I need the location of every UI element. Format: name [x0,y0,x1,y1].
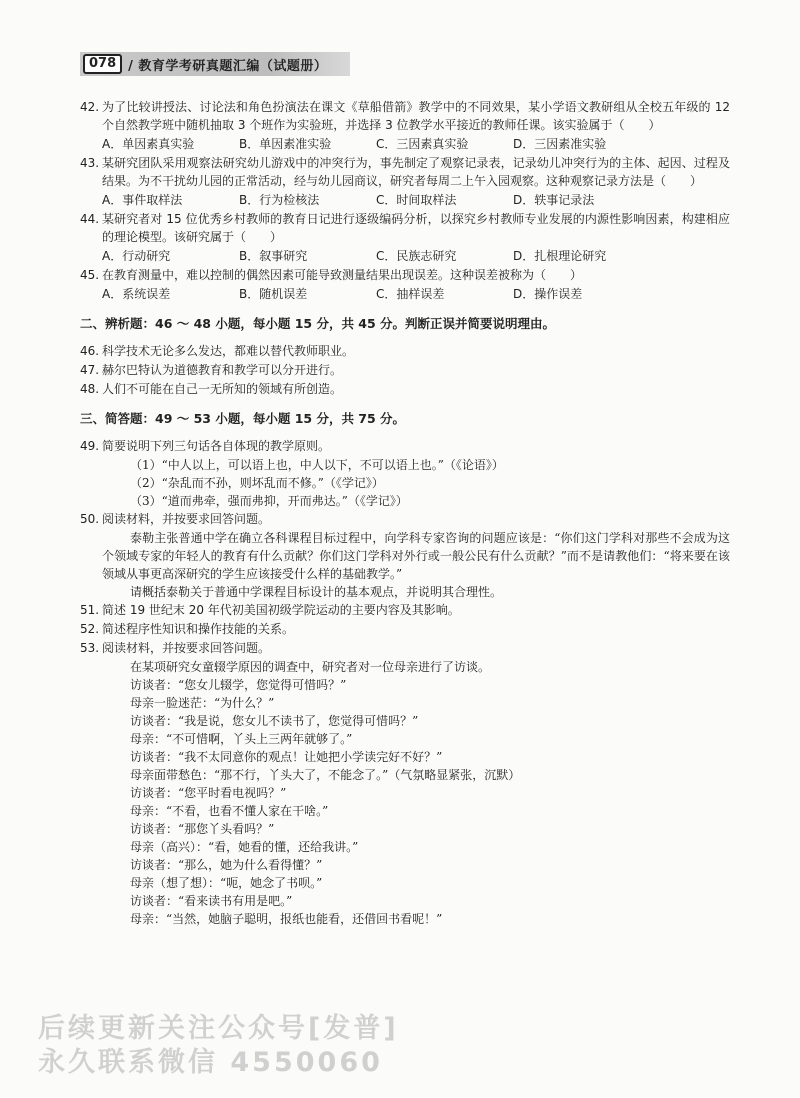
question-number: 52. [80,622,100,636]
dialogue-line: 母亲面带愁色：“那不行，丫头大了，不能念了。”（气氛略显紧张，沉默） [130,768,521,782]
question-51 [80,601,730,619]
question-48 [80,380,730,398]
question-43 [80,154,730,190]
question-number: 47. [80,363,100,377]
options-42 [80,135,730,153]
option-c: C．三因素真实验 [376,137,469,151]
question-number: 50. [80,512,100,526]
dialogue-line: 访谈者：“我是说，您女儿不读书了，您觉得可惜吗？” [130,714,419,728]
option-d: D．三因素准实验 [513,137,607,151]
watermark-line-2: 永久联系微信 4550060 [38,1047,383,1078]
section-heading-short-answer: 三、简答题：49 ～ 53 小题，每小题 15 分，共 75 分。 [80,411,406,426]
question-prompt: 请概括泰勒关于普通中学课程目标设计的基本观点，并说明其合理性。 [130,585,503,599]
options-43 [80,191,730,209]
dialogue-line: 访谈者：“我不太同意你的观点！让她把小学读完好不好？” [130,750,443,764]
question-text: 某研究者对 15 位优秀乡村教师的教育日记进行逐级编码分析，以探究乡村教师专业发展的内源性影响因素，构建相应的理论模型。该研究属于（ ） [102,212,730,244]
page-content [80,98,730,928]
question-text: 阅读材料，并按要求回答问题。 [102,641,271,655]
question-text: 人们不可能在自己一无所知的领域有所创造。 [102,382,343,396]
option-d: D．操作误差 [513,287,583,301]
question-52 [80,620,730,638]
header-title: / 教育学考研真题汇编（试题册） [128,58,328,74]
question-text: 为了比较讲授法、讨论法和角色扮演法在课文《草船借箭》教学中的不同效果，某小学语文教研组从全校五年级的 12 个自然教学班中随机抽取 3 个班作为实验班，并选择 3 位教学水平接近的教师任课。该实验属于（ ） [102,100,730,132]
interview-intro: 在某项研究女童辍学原因的调查中，研究者对一位母亲进行了访谈。 [130,660,491,674]
dialogue-line: 母亲一脸迷茫：“为什么？” [130,696,275,710]
dialogue-line: 访谈者：“那么，她为什么看得懂？” [130,858,323,872]
reading-material: 泰勒主张普通中学在确立各科课程目标过程中，向学科专家咨询的问题应该是：“你们这门学科对那些不会成为这个领域专家的年轻人的教育有什么贡献？你们这门学科对外行或一般公民有什么贡献？”而不是请教他们：“将来要在该领域从事更高深研究的学生应该接受什么样的基础教学。” [102,531,730,581]
option-b: B．单因素准实验 [239,137,332,151]
options-44 [80,247,730,265]
option-b: B．随机误差 [239,287,308,301]
question-text: 赫尔巴特认为道德教育和教学可以分开进行。 [102,363,343,377]
quote-1: （1）“中人以上，可以语上也，中人以下，不可以语上也。”（《论语》） [130,458,504,472]
question-number: 49. [80,439,100,453]
dialogue-line: 访谈者：“您女儿辍学，您觉得可惜吗？” [130,678,347,692]
option-d: D．轶事记录法 [513,193,595,207]
option-a: A．行动研究 [102,249,171,263]
dialogue-line: 访谈者：“看来读书有用是吧。” [130,894,293,908]
question-53 [80,639,730,657]
question-42 [80,98,730,134]
watermark-line-1: 后续更新关注公众号[发普] [38,1013,399,1044]
question-number: 45. [80,268,100,282]
question-46 [80,342,730,360]
question-49 [80,437,730,455]
question-50 [80,510,730,528]
dialogue-line: 母亲（高兴）：“看，她看的懂，还给我讲。” [130,840,359,854]
option-c: C．民族志研究 [376,249,457,263]
question-text: 简述程序性知识和操作技能的关系。 [102,622,295,636]
question-number: 44. [80,212,100,226]
page-number: 078 [83,54,122,74]
option-b: B．行为检核法 [239,193,320,207]
question-number: 48. [80,382,100,396]
question-text: 在教育测量中，难以控制的偶然因素可能导致测量结果出现误差。这种误差被称为（ ） [102,268,583,282]
quote-2: （2）“杂乱而不孙，则坏乱而不修。”（《学记》） [130,476,384,490]
question-text: 阅读材料，并按要求回答问题。 [102,512,271,526]
option-a: A．系统误差 [102,287,171,301]
option-a: A．单因素真实验 [102,137,195,151]
option-b: B．叙事研究 [239,249,308,263]
question-number: 43. [80,156,100,170]
section-heading-analysis: 二、辨析题：46 ～ 48 小题，每小题 15 分，共 45 分。判断正误并简要说明理由。 [80,316,556,331]
question-45 [80,266,730,284]
question-text: 科学技术无论多么发达，都难以替代教师职业。 [102,344,355,358]
quote-3: （3）“道而弗牵，强而弗抑，开而弗达。”（《学记》） [130,494,408,508]
question-number: 46. [80,344,100,358]
question-number: 53. [80,641,100,655]
question-text: 某研究团队采用观察法研究幼儿游戏中的冲突行为，事先制定了观察记录表，记录幼儿冲突行为的主体、起因、过程及结果。为不干扰幼儿园的正常活动，经与幼儿园商议，研究者每周二上午入园观察。这种观察记录方法是（ ） [102,156,730,188]
dialogue-line: 母亲：“不可惜啊，丫头上三两年就够了。” [130,732,353,746]
question-44 [80,210,730,246]
question-47 [80,361,730,379]
question-number: 42. [80,100,100,114]
question-number: 51. [80,603,100,617]
dialogue-line: 母亲：“不看，也看不懂人家在干啥。” [130,804,329,818]
dialogue-line: 母亲（想了想）：“呃，她念了书呗。” [130,876,323,890]
page-header [80,52,350,76]
dialogue-line: 访谈者：“您平时看电视吗？” [130,786,287,800]
option-c: C．抽样误差 [376,287,445,301]
question-text: 简要说明下列三句话各自体现的教学原则。 [102,439,331,453]
dialogue-line: 访谈者：“那您丫头看吗？” [130,822,275,836]
option-d: D．扎根理论研究 [513,249,607,263]
option-c: C．时间取样法 [376,193,457,207]
dialogue-line: 母亲：“当然，她脑子聪明，报纸也能看，还借回书看呢！” [130,912,443,926]
options-45 [80,285,730,303]
question-text: 简述 19 世纪末 20 年代初美国初级学院运动的主要内容及其影响。 [102,603,460,617]
option-a: A．事件取样法 [102,193,183,207]
